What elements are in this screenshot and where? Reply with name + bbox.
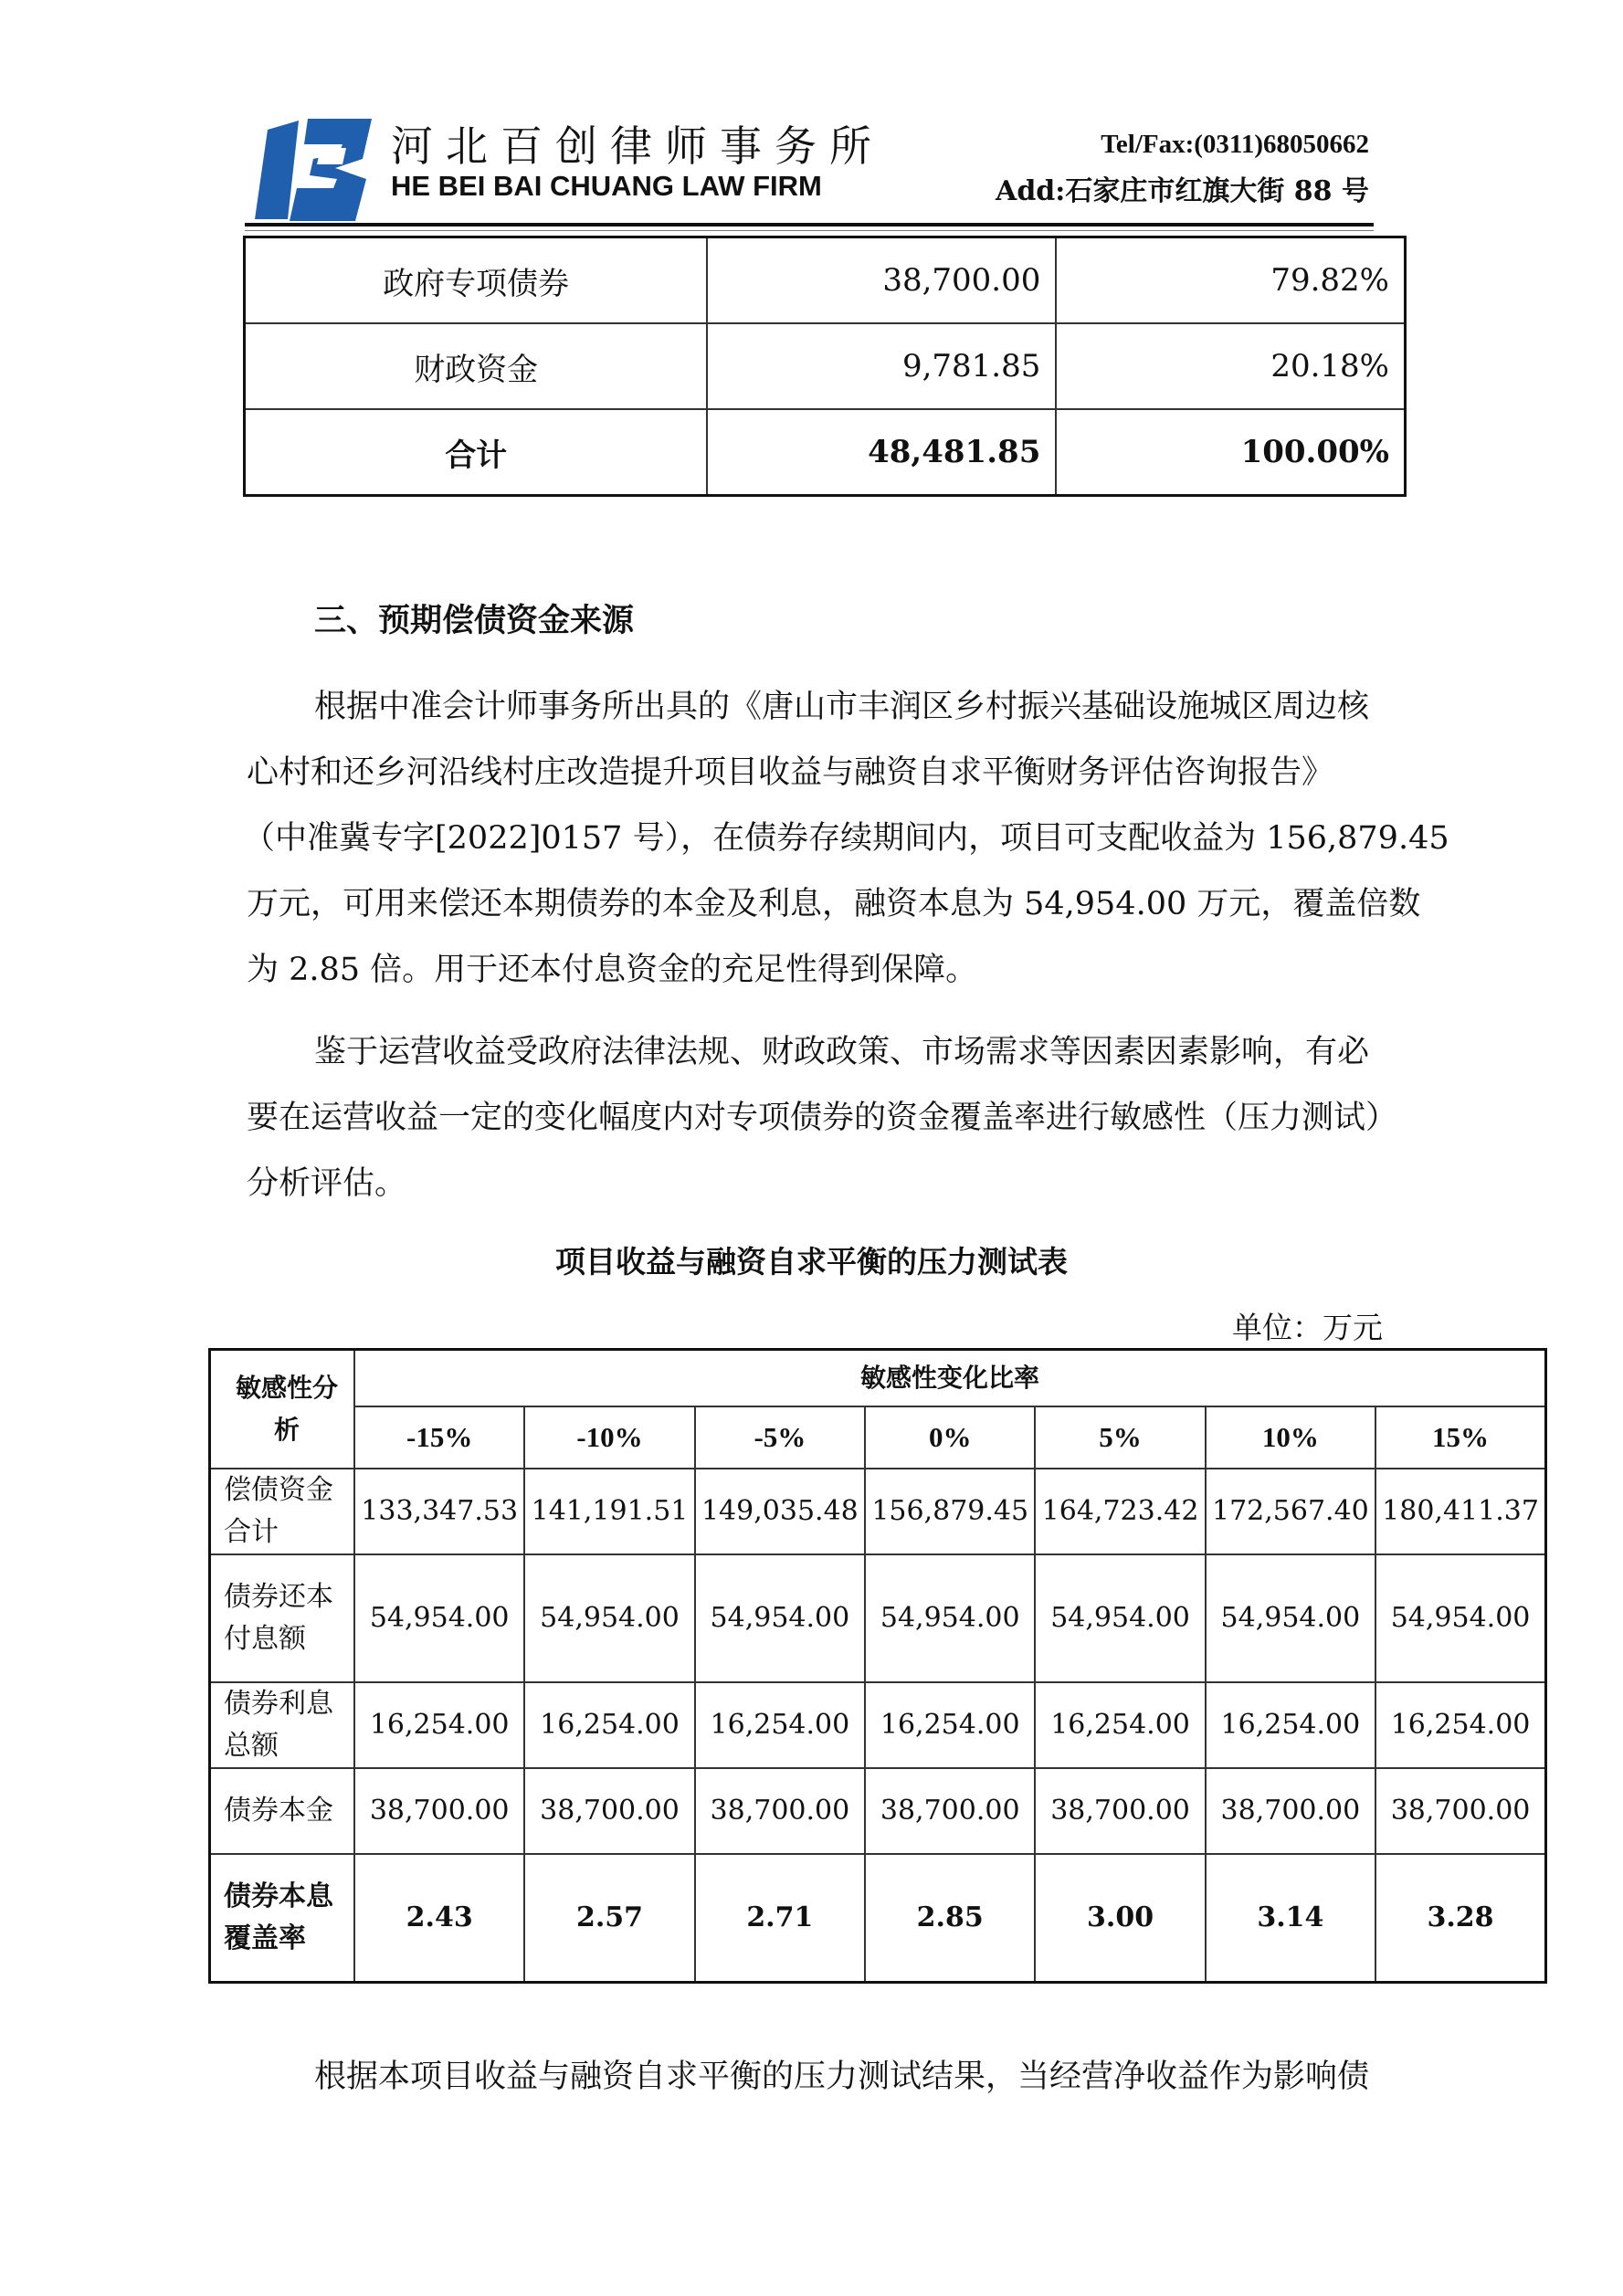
closing-paragraph: 根据本项目收益与融资自求平衡的压力测试结果，当经营净收益作为影响债 xyxy=(314,2059,1370,2095)
table-cell: 16,254.00 xyxy=(1206,1682,1375,1768)
funding-amount: 9,781.85 xyxy=(707,323,1056,409)
table-cell: 54,954.00 xyxy=(1375,1554,1545,1682)
table-row xyxy=(210,1554,1546,1682)
table-cell: 38,700.00 xyxy=(354,1768,524,1854)
table-cell: 2.85 xyxy=(865,1854,1035,1982)
stress-table-title: 项目收益与融资自求平衡的压力测试表 xyxy=(555,1244,1068,1280)
total-label: 合计 xyxy=(245,409,708,496)
table-cell: 38,700.00 xyxy=(524,1768,694,1854)
funding-name: 财政资金 xyxy=(245,323,708,409)
firm-name-cn: 河北百创律师事务所 xyxy=(391,121,884,171)
table-cell: 16,254.00 xyxy=(865,1682,1035,1768)
table-row xyxy=(245,237,1406,324)
table-cell: 2.43 xyxy=(354,1854,524,1982)
table-cell: 3.28 xyxy=(1375,1854,1545,1982)
paragraph-line: 心村和还乡河沿线村庄改造提升项目收益与融资自求平衡财务评估咨询报告》 xyxy=(247,754,1334,791)
table-cell: 54,954.00 xyxy=(695,1554,865,1682)
tel-fax: Tel/Fax:(0311)68050662 xyxy=(1101,130,1369,159)
table-cell: 16,254.00 xyxy=(1035,1682,1205,1768)
column-header: -5% xyxy=(695,1406,865,1469)
funding-ratio: 79.82% xyxy=(1056,237,1405,324)
table-row xyxy=(245,323,1406,409)
row-header: 敏感性分析 xyxy=(210,1350,355,1469)
firm-logo xyxy=(251,111,379,228)
table-cell: 16,254.00 xyxy=(695,1682,865,1768)
table-cell: 141,191.51 xyxy=(524,1469,694,1554)
column-header: 15% xyxy=(1375,1406,1545,1469)
table-cell: 54,954.00 xyxy=(865,1554,1035,1682)
row-label: 债券利息总额 xyxy=(210,1682,355,1768)
funding-name: 政府专项债券 xyxy=(245,237,708,324)
paragraph-line: 根据中准会计师事务所出具的《唐山市丰润区乡村振兴基础设施城区周边核 xyxy=(314,689,1370,725)
column-header: -15% xyxy=(354,1406,524,1469)
stress-test-table xyxy=(208,1348,1547,1984)
total-row xyxy=(245,409,1406,496)
column-header: 0% xyxy=(865,1406,1035,1469)
table-cell: 54,954.00 xyxy=(1035,1554,1205,1682)
table-cell: 16,254.00 xyxy=(1375,1682,1545,1768)
row-label: 债券本金 xyxy=(210,1768,355,1854)
row-label: 债券还本付息额 xyxy=(210,1554,355,1682)
table-cell: 2.57 xyxy=(524,1854,694,1982)
funding-ratio: 20.18% xyxy=(1056,323,1405,409)
table-cell: 133,347.53 xyxy=(354,1469,524,1554)
table-cell: 149,035.48 xyxy=(695,1469,865,1554)
table-cell: 54,954.00 xyxy=(354,1554,524,1682)
paragraph-line: 为 2.85 倍。用于还本付息资金的充足性得到保障。 xyxy=(247,952,978,988)
paragraph-line: （中准冀专字[2022]0157 号），在债券存续期间内，项目可支配收益为 156,879.45 xyxy=(243,820,1449,857)
table-cell: 38,700.00 xyxy=(1035,1768,1205,1854)
table-cell: 38,700.00 xyxy=(865,1768,1035,1854)
firm-name-en: HE BEI BAI CHUANG LAW FIRM xyxy=(391,170,822,202)
table-cell: 16,254.00 xyxy=(524,1682,694,1768)
funding-amount: 38,700.00 xyxy=(707,237,1056,324)
header-divider xyxy=(245,223,1374,226)
table-cell: 54,954.00 xyxy=(524,1554,694,1682)
coverage-row xyxy=(210,1854,1546,1982)
table-cell: 38,700.00 xyxy=(695,1768,865,1854)
table-cell: 180,411.37 xyxy=(1375,1469,1545,1554)
column-header: 10% xyxy=(1206,1406,1375,1469)
address: Add:石家庄市红旗大街 88 号 xyxy=(996,175,1369,207)
table-cell: 38,700.00 xyxy=(1375,1768,1545,1854)
paragraph-line: 分析评估。 xyxy=(247,1165,407,1202)
total-amount: 48,481.85 xyxy=(707,409,1056,496)
table-row xyxy=(210,1768,1546,1854)
table-cell: 38,700.00 xyxy=(1206,1768,1375,1854)
total-ratio: 100.00% xyxy=(1056,409,1405,496)
table-cell: 156,879.45 xyxy=(865,1469,1035,1554)
table-row xyxy=(210,1469,1546,1554)
table-cell: 172,567.40 xyxy=(1206,1469,1375,1554)
table-row xyxy=(210,1682,1546,1768)
column-group-header: 敏感性变化比率 xyxy=(354,1350,1546,1407)
paragraph-line: 要在运营收益一定的变化幅度内对专项债券的资金覆盖率进行敏感性（压力测试） xyxy=(247,1100,1398,1136)
row-label: 债券本息覆盖率 xyxy=(210,1854,355,1982)
unit-label: 单位：万元 xyxy=(1232,1310,1383,1345)
column-header: 5% xyxy=(1035,1406,1205,1469)
table-cell: 164,723.42 xyxy=(1035,1469,1205,1554)
header-divider-thin xyxy=(245,230,1374,231)
table-cell: 2.71 xyxy=(695,1854,865,1982)
funding-source-table xyxy=(243,236,1407,497)
column-header: -10% xyxy=(524,1406,694,1469)
paragraph-line: 万元，可用来偿还本期债券的本金及利息，融资本息为 54,954.00 万元，覆盖倍数 xyxy=(247,886,1421,922)
table-cell: 3.14 xyxy=(1206,1854,1375,1982)
row-label: 偿债资金合计 xyxy=(210,1469,355,1554)
table-cell: 16,254.00 xyxy=(354,1682,524,1768)
table-header-row xyxy=(210,1350,1546,1407)
paragraph-line: 鉴于运营收益受政府法律法规、财政政策、市场需求等因素因素影响，有必 xyxy=(314,1034,1370,1070)
column-header-row xyxy=(210,1406,1546,1469)
table-cell: 54,954.00 xyxy=(1206,1554,1375,1682)
section-title: 三、预期偿债资金来源 xyxy=(314,603,635,639)
table-cell: 3.00 xyxy=(1035,1854,1205,1982)
